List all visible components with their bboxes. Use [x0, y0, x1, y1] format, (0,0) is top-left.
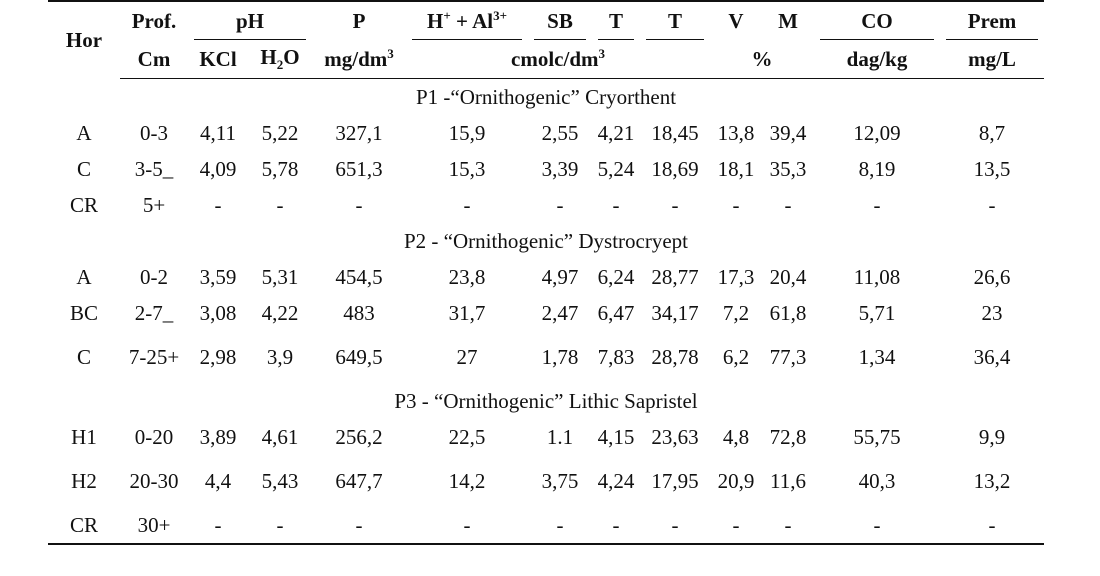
table-cell: 5,43 — [261, 468, 299, 493]
table-cell: - — [671, 192, 679, 217]
table-cell: 77,3 — [769, 344, 807, 369]
table-cell: - — [276, 192, 284, 217]
table-cell: 23 — [981, 300, 1003, 325]
table-cell: - — [640, 507, 710, 544]
table-row — [48, 331, 1044, 383]
table-cell: H2 — [71, 468, 97, 493]
table-row — [48, 507, 1044, 544]
table-cell: 7,83 — [597, 344, 635, 369]
col-header-p: P — [312, 1, 406, 40]
col-header-hor: Hor — [48, 1, 120, 79]
table-cell: 4,21 — [597, 120, 635, 145]
col-unit-p: $mg/dm^3$ — [312, 40, 406, 79]
table-cell: 23,8 — [448, 264, 486, 289]
section-title: P1 -“Ornithogenic” Cryorthent — [415, 84, 677, 109]
table-cell: 18,69 — [651, 156, 699, 181]
col-header-prem: Prem — [940, 1, 1044, 40]
table-row — [48, 115, 1044, 151]
col-header-sb: SB — [528, 1, 592, 40]
table-cell: 3,39 — [541, 156, 579, 181]
table-cell: 3,89 — [199, 424, 237, 449]
table-row — [48, 455, 1044, 507]
table-cell: 651,3 — [335, 156, 383, 181]
table-cell: 4,97 — [541, 264, 579, 289]
col-unit-cmolc: cmolc/$dm^3$ — [406, 40, 710, 79]
table-cell: 28,77 — [651, 264, 699, 289]
table-cell: 4,15 — [597, 424, 635, 449]
table-cell: - — [732, 192, 740, 217]
col-header-prof: Prof. — [120, 1, 188, 40]
table-cell: - — [592, 507, 640, 544]
table-cell: - — [988, 192, 996, 217]
table-cell: 1.1 — [546, 424, 574, 449]
table-cell: BC — [69, 300, 98, 325]
table-cell: 1,78 — [541, 344, 579, 369]
table-cell: 27 — [456, 344, 478, 369]
table-cell: CR — [48, 507, 120, 544]
table-cell: A — [76, 120, 92, 145]
section-title-row — [48, 383, 1044, 419]
table-cell: 17,3 — [717, 264, 755, 289]
col-header-h2o: $H_2O$ — [248, 40, 312, 79]
col-header-kcl: KCl — [188, 40, 248, 79]
table-cell: 28,78 — [651, 344, 699, 369]
table-cell: 6,24 — [597, 264, 635, 289]
table-cell: 3-5_ — [134, 156, 174, 181]
section-title-row — [48, 79, 1044, 116]
header-row-2 — [48, 40, 1044, 79]
table-cell: 3,9 — [266, 344, 294, 369]
table-cell: 4,11 — [200, 120, 236, 145]
table-cell: 61,8 — [769, 300, 807, 325]
table-cell: 18,1 — [717, 156, 755, 181]
table-cell: 5+ — [142, 192, 166, 217]
table-cell: - — [188, 507, 248, 544]
header-row-1 — [48, 1, 1044, 40]
col-header-ph: pH — [188, 1, 312, 40]
table-cell: - — [784, 192, 792, 217]
table-row — [48, 259, 1044, 295]
col-unit-cm: Cm — [120, 40, 188, 79]
table-cell: 26,6 — [973, 264, 1011, 289]
col-header-t1: T — [592, 1, 640, 40]
table-cell: 454,5 — [335, 264, 383, 289]
table-cell: 3,08 — [199, 300, 237, 325]
table-cell: C — [76, 156, 91, 181]
table-cell: 30+ — [120, 507, 188, 544]
table-cell: - — [463, 192, 471, 217]
table-cell: A — [76, 264, 92, 289]
table-cell: 1,34 — [858, 344, 896, 369]
table-cell: C — [76, 344, 91, 369]
table-cell: - — [940, 507, 1044, 544]
table-cell: 256,2 — [335, 424, 383, 449]
table-cell: 5,24 — [597, 156, 635, 181]
table-cell: 12,09 — [853, 120, 901, 145]
table-cell: 649,5 — [335, 344, 383, 369]
section-title: P2 - “Ornithogenic” Dystrocryept — [404, 228, 689, 253]
table-cell: 483 — [343, 300, 375, 325]
table-cell: 39,4 — [769, 120, 807, 145]
table-cell: - — [762, 507, 814, 544]
table-cell: - — [406, 507, 528, 544]
table-cell: 22,5 — [448, 424, 486, 449]
table-cell: 327,1 — [335, 120, 383, 145]
col-header-v: V — [710, 1, 762, 40]
table-cell: - — [248, 507, 312, 544]
table-cell: - — [873, 192, 881, 217]
col-header-h-al: $H^+ + Al^{3+}$ — [406, 1, 528, 40]
section-title: P3 - “Ornithogenic” Lithic Sapristel — [394, 388, 698, 413]
table-cell: 2,47 — [541, 300, 579, 325]
table-cell: H1 — [71, 424, 97, 449]
table-cell: 5,22 — [261, 120, 299, 145]
table-cell: 5,71 — [858, 300, 896, 325]
table-cell: 6,2 — [722, 344, 750, 369]
table-cell: - — [710, 507, 762, 544]
table-cell: 2,98 — [199, 344, 237, 369]
col-header-co: CO — [814, 1, 940, 40]
table-cell: 55,75 — [853, 424, 901, 449]
table-cell: - — [214, 192, 222, 217]
table-cell: - — [355, 192, 363, 217]
table-row — [48, 419, 1044, 455]
table-cell: 14,2 — [448, 468, 486, 493]
table-cell: 18,45 — [651, 120, 699, 145]
table-cell: 4,8 — [722, 424, 750, 449]
table-cell: 13,8 — [717, 120, 755, 145]
table-cell: 20,9 — [717, 468, 755, 493]
table-row — [48, 187, 1044, 223]
table-cell: 34,17 — [651, 300, 699, 325]
col-unit-prem: mg/L — [940, 40, 1044, 79]
table-cell: 8,19 — [858, 156, 896, 181]
table-cell: 647,7 — [335, 468, 383, 493]
table-cell: 5,31 — [261, 264, 299, 289]
table-cell: - — [528, 507, 592, 544]
table-cell: 2,55 — [541, 120, 579, 145]
table-cell: 17,95 — [651, 468, 699, 493]
table-row — [48, 151, 1044, 187]
table-cell: 15,3 — [448, 156, 486, 181]
table-cell: 7,2 — [722, 300, 750, 325]
table-cell: 35,3 — [769, 156, 807, 181]
table-cell: 7-25+ — [128, 345, 180, 369]
col-header-t2: T — [640, 1, 710, 40]
table-cell: 0-20 — [134, 424, 174, 449]
table-cell: 4,61 — [261, 424, 299, 449]
table-cell: 3,75 — [541, 468, 579, 493]
table-cell: 4,24 — [597, 468, 635, 493]
table-cell: 23,63 — [651, 424, 699, 449]
table-cell: 3,59 — [199, 264, 237, 289]
table-cell: 20,4 — [769, 264, 807, 289]
table-cell: 36,4 — [973, 344, 1011, 369]
table-cell: - — [556, 192, 564, 217]
table-cell: 4,22 — [261, 300, 299, 325]
table-cell: 5,78 — [261, 156, 299, 181]
table-cell: 2-7_ — [134, 300, 174, 325]
table-cell: - — [312, 507, 406, 544]
col-header-m: M — [762, 1, 814, 40]
table-cell: - — [814, 507, 940, 544]
table-cell: 31,7 — [448, 300, 486, 325]
table-cell: 0-2 — [140, 264, 168, 289]
table-cell: 13,5 — [973, 156, 1011, 181]
table-cell: 40,3 — [858, 468, 896, 493]
col-unit-co: dag/kg — [814, 40, 940, 79]
table-cell: 72,8 — [769, 424, 807, 449]
table-cell: 20-30 — [129, 469, 179, 493]
soil-properties-table — [48, 0, 1044, 545]
table-cell: 15,9 — [448, 120, 486, 145]
table-cell: 13,2 — [973, 468, 1011, 493]
table-cell: 4,09 — [199, 156, 237, 181]
table-cell: 11,6 — [770, 468, 806, 493]
col-unit-percent: % — [710, 40, 814, 79]
table-cell: 0-3 — [140, 120, 168, 145]
table-cell: 4,4 — [204, 468, 232, 493]
table-cell: 8,7 — [978, 120, 1006, 145]
table-cell: CR — [69, 192, 98, 217]
table-cell: 9,9 — [978, 424, 1006, 449]
table-cell: 11,08 — [853, 264, 901, 289]
table-cell: - — [612, 192, 620, 217]
table-cell: 6,47 — [597, 300, 635, 325]
table-row — [48, 295, 1044, 331]
section-title-row — [48, 223, 1044, 259]
